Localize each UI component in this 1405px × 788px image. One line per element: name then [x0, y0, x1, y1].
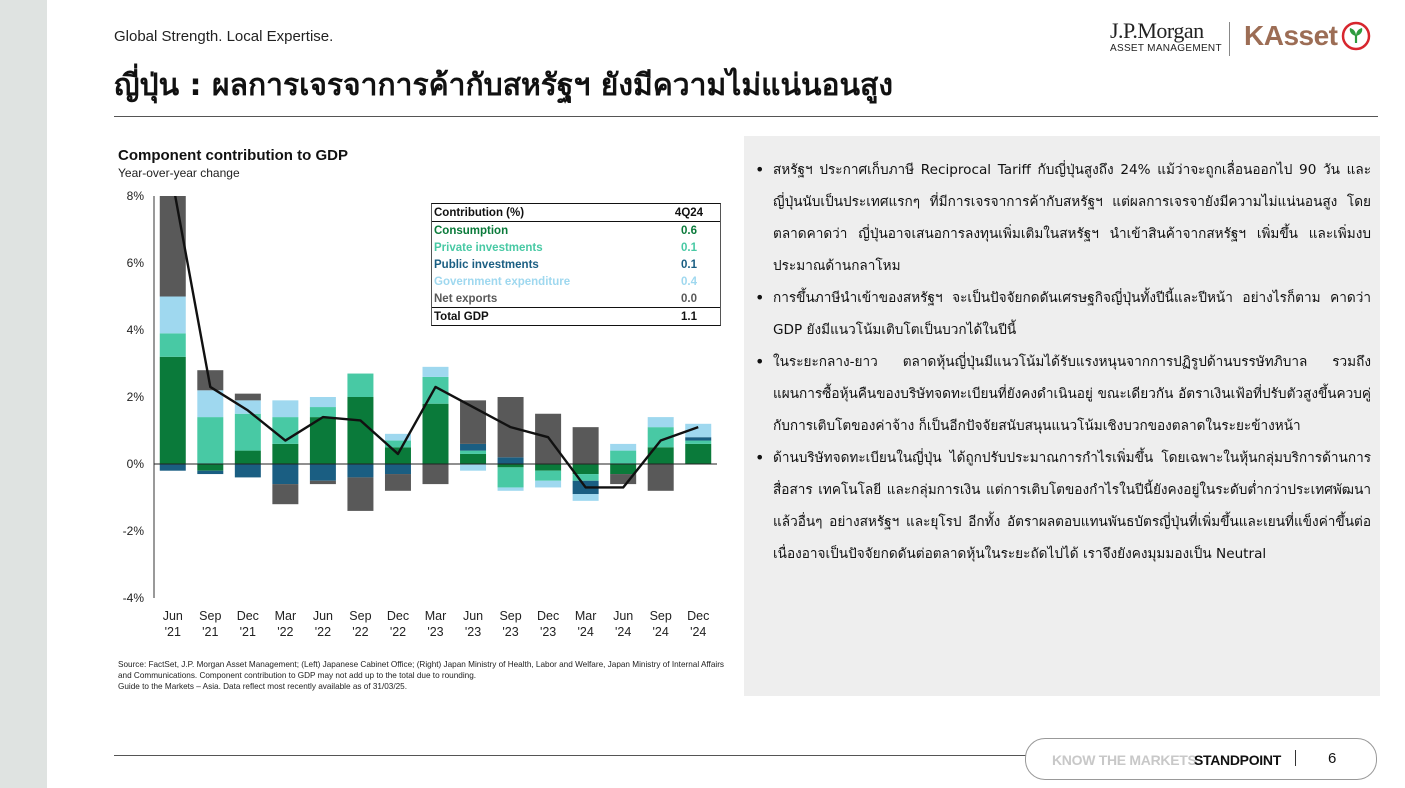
x-tick-label: Sep — [499, 609, 522, 623]
legend-header-period: 4Q24 — [674, 207, 704, 219]
x-tick-label: Dec — [386, 609, 410, 623]
bar-segment-private-investments — [347, 374, 373, 397]
bar-segment-government-expenditure — [160, 297, 186, 334]
x-tick-label: Sep — [349, 609, 372, 623]
legend-header-row — [432, 204, 720, 222]
legend-header-label: Contribution (%) — [434, 207, 525, 219]
bar-segment-net-exports — [385, 474, 411, 491]
x-tick-label: '22 — [389, 625, 407, 639]
x-tick-label: '22 — [314, 625, 332, 639]
y-tick-label: -4% — [122, 591, 144, 605]
bar-segment-public-investments — [235, 464, 261, 477]
x-tick-label: '23 — [539, 625, 557, 639]
bar-segment-private-investments — [197, 417, 223, 464]
bar-segment-public-investments — [347, 464, 373, 477]
page-title: ญี่ปุ่น : ผลการเจรจาการค้ากับสหรัฐฯ ยังมีความไม่แน่นอนสูง — [114, 68, 893, 103]
bar-segment-consumption — [272, 444, 298, 464]
x-tick-label: Mar — [574, 609, 597, 623]
bar-segment-private-investments — [423, 377, 449, 404]
bar-segment-consumption — [535, 464, 561, 471]
footer-standpoint: STANDPOINT — [1194, 752, 1281, 768]
jpmorgan-logo-name: J.P.Morgan — [1110, 18, 1204, 43]
y-tick-label: 4% — [126, 323, 144, 337]
bar-segment-net-exports — [272, 484, 298, 504]
bar-segment-net-exports — [310, 481, 336, 484]
x-tick-label: '23 — [464, 625, 482, 639]
source-line: Source: FactSet, J.P. Morgan Asset Management; (Left) Japanese Cabinet Office; (Right) Japan Ministry of Health, Labor and Welfare, Japan Ministry of Internal Affairs and Communications. Component contribution to GDP may not add up to the total due to rounding. — [118, 660, 725, 680]
legend-label: Government expenditure — [434, 276, 571, 288]
x-tick-label: Jun — [462, 609, 484, 623]
x-tick-label: '22 — [352, 625, 369, 639]
bar-segment-private-investments — [310, 407, 336, 417]
jpmorgan-logo-subtitle: ASSET MANAGEMENT — [1110, 43, 1222, 54]
footer-divider — [114, 755, 1029, 756]
bar-segment-net-exports — [235, 394, 261, 401]
source-note — [118, 659, 738, 692]
tagline: Global Strength. Local Expertise. — [114, 28, 334, 45]
bar-segment-public-investments — [310, 464, 336, 481]
commentary-bullets — [755, 154, 1371, 570]
bar-segment-government-expenditure — [272, 400, 298, 417]
x-tick-label: Dec — [687, 609, 710, 623]
logo-separator — [1229, 22, 1230, 56]
x-tick-label: Sep — [649, 609, 672, 623]
y-tick-label: -2% — [122, 524, 144, 538]
bar-segment-public-investments — [272, 464, 298, 484]
chart-subtitle: Year-over-year change — [118, 166, 240, 180]
legend-value: 0.0 — [681, 293, 697, 305]
x-tick-label: '24 — [690, 625, 707, 639]
bar-segment-consumption — [648, 447, 674, 464]
bar-segment-consumption — [160, 357, 186, 464]
jpmorgan-logo — [1110, 18, 1222, 54]
x-tick-label: Mar — [274, 609, 297, 623]
bar-segment-net-exports — [347, 477, 373, 511]
bar-segment-public-investments — [685, 437, 711, 440]
x-tick-label: '21 — [202, 625, 219, 639]
bullet-item: • สหรัฐฯ ประกาศเก็บภาษี Reciprocal Tariff กับญี่ปุ่นสูงถึง 24% แม้ว่าจะถูกเลื่อนออกไป 90 วัน และญี่ปุ่นนับเป็นประเทศแรกๆ ที่มีการเจรจาการค้ากับสหรัฐฯ แต่ผลการเจรจายังมีความไม่แน่นอนสูง โดยตลาดคาดว่า ญี่ปุ่นอาจเสนอการลงทุนเพิ่มเติมในสหรัฐฯ นำเข้าสินค้าจากสหรัฐฯ เพิ่มขึ้น และเพิ่มงบประมาณด้านกลาโหม — [755, 154, 1371, 282]
x-tick-label: Dec — [536, 609, 560, 623]
y-tick-label: 6% — [126, 256, 144, 270]
bar-segment-consumption — [385, 447, 411, 464]
bar-segment-public-investments — [385, 464, 411, 474]
bar-segment-government-expenditure — [423, 367, 449, 377]
kasset-logo — [1244, 20, 1371, 52]
bar-segment-private-investments — [610, 451, 636, 464]
bar-segment-public-investments — [498, 457, 524, 464]
bar-segment-government-expenditure — [648, 417, 674, 427]
x-tick-label: '24 — [615, 625, 632, 639]
bar-segment-public-investments — [460, 444, 486, 451]
x-tick-label: '23 — [502, 625, 519, 639]
x-tick-label: '21 — [164, 625, 181, 639]
legend-value: 0.6 — [681, 225, 697, 237]
x-tick-label: Jun — [162, 609, 183, 623]
bar-segment-consumption — [423, 404, 449, 464]
bar-segment-government-expenditure — [535, 481, 561, 488]
bar-segment-government-expenditure — [498, 487, 524, 490]
x-tick-label: '24 — [652, 625, 669, 639]
legend-value: 0.1 — [681, 259, 697, 271]
footer-separator — [1295, 750, 1296, 766]
x-tick-label: Mar — [424, 609, 447, 623]
bullet-item: • การขึ้นภาษีนำเข้าของสหรัฐฯ จะเป็นปัจจัยกดดันเศรษฐกิจญี่ปุ่นทั้งปีนี้และปีหน้า อย่างไรก็ตาม คาดว่า GDP ยังมีแนวโน้มเติบโตเป็นบวกได้ในปีนี้ — [755, 282, 1371, 346]
bar-segment-public-investments — [197, 471, 223, 474]
footer-know-the-markets: KNOW THE MARKETS — [1052, 752, 1197, 768]
bar-segment-consumption — [685, 444, 711, 464]
side-strip — [0, 0, 47, 788]
bar-segment-net-exports — [160, 196, 186, 297]
legend-label: Public investments — [434, 259, 539, 271]
legend-row-net-exports — [432, 290, 720, 307]
source-line: Guide to the Markets – Asia. Data reflect most recently available as of 31/03/25. — [118, 682, 407, 691]
bar-segment-consumption — [197, 464, 223, 471]
bar-segment-private-investments — [685, 441, 711, 444]
legend-row-private-investments — [432, 239, 720, 256]
page-number: 6 — [1328, 750, 1337, 767]
legend-value: 0.1 — [681, 242, 697, 254]
bar-segment-government-expenditure — [310, 397, 336, 407]
x-tick-label: Jun — [613, 609, 634, 623]
x-tick-label: Dec — [236, 609, 259, 623]
bar-segment-consumption — [610, 464, 636, 474]
bullet-item: • ในระยะกลาง-ยาว ตลาดหุ้นญี่ปุ่นมีแนวโน้มได้รับแรงหนุนจากการปฏิรูปด้านบรรษัทภิบาล รวมถึงแผนการซื้อหุ้นคืนของบริษัทจดทะเบียนที่ยังคงดำเนินอยู่ ขณะเดียวกัน อัตราเงินเฟ้อที่ปรับตัวสูงขึ้นควบคู่กับการเติบโตของค่าจ้าง ก็เป็นอีกปัจจัยสนับสนุนแนวโน้มเชิงบวกของตลาดในระยะข้างหน้า — [755, 346, 1371, 442]
legend-row-government-expenditure — [432, 273, 720, 290]
legend-row-total-gdp — [432, 307, 720, 325]
x-tick-label: '23 — [427, 625, 444, 639]
x-tick-label: Sep — [199, 609, 222, 623]
legend-value: 1.1 — [681, 311, 697, 323]
bar-segment-consumption — [347, 397, 373, 464]
legend-label: Net exports — [434, 293, 498, 305]
bar-segment-public-investments — [160, 464, 186, 471]
bullet-item: • ด้านบริษัทจดทะเบียนในญี่ปุ่น ได้ถูกปรับประมาณการกำไรเพิ่มขึ้น โดยเฉพาะในหุ้นกลุ่มบริการด้านการสื่อสาร เทคโนโลยี และกลุ่มการเงิน แต่การเติบโตของกำไรในปีนี้ยังคงอยู่ในระดับต่ำกว่าประเทศพัฒนาแล้วอื่นๆ อย่างสหรัฐฯ และยุโรป อีกทั้ง อัตราผลตอบแทนพันธบัตรญี่ปุ่นที่เพิ่มขึ้นและเยนที่แข็งค่าขึ้นต่อเนื่องอาจเป็นปัจจัยกดดันต่อตลาดหุ้นในระยะถัดไปได้ เราจึงยังคงมุมมองเป็น Neutral — [755, 442, 1371, 570]
bar-segment-consumption — [460, 454, 486, 464]
bar-segment-consumption — [573, 464, 599, 474]
bar-segment-net-exports — [423, 464, 449, 484]
x-tick-label: Jun — [312, 609, 333, 623]
bar-segment-government-expenditure — [197, 390, 223, 417]
bar-segment-private-investments — [498, 467, 524, 487]
legend-label: Private investments — [434, 242, 543, 254]
bar-segment-government-expenditure — [610, 444, 636, 451]
bar-segment-private-investments — [460, 451, 486, 454]
kasset-leaf-icon — [1341, 21, 1371, 51]
bar-segment-private-investments — [535, 471, 561, 481]
y-tick-label: 0% — [126, 457, 144, 471]
x-tick-label: '22 — [277, 625, 294, 639]
bar-segment-government-expenditure — [460, 464, 486, 471]
bar-segment-net-exports — [573, 427, 599, 464]
title-divider — [114, 116, 1378, 117]
legend-row-consumption — [432, 222, 720, 239]
x-tick-label: '21 — [239, 625, 256, 639]
bar-segment-government-expenditure — [573, 494, 599, 501]
x-tick-label: '24 — [577, 625, 594, 639]
bar-segment-consumption — [498, 464, 524, 467]
legend-value: 0.4 — [681, 276, 697, 288]
legend-label: Consumption — [434, 225, 509, 237]
bar-segment-private-investments — [160, 333, 186, 356]
bar-segment-consumption — [235, 451, 261, 464]
y-tick-label: 8% — [126, 189, 144, 203]
y-tick-label: 2% — [126, 390, 144, 404]
bar-segment-net-exports — [648, 464, 674, 491]
footer-badge — [1025, 738, 1377, 780]
kasset-logo-text: KAsset — [1244, 20, 1338, 51]
legend-row-public-investments — [432, 256, 720, 273]
contribution-legend-table — [431, 203, 721, 326]
legend-label: Total GDP — [434, 311, 489, 323]
bar-segment-private-investments — [235, 414, 261, 451]
chart-title: Component contribution to GDP — [118, 147, 348, 164]
